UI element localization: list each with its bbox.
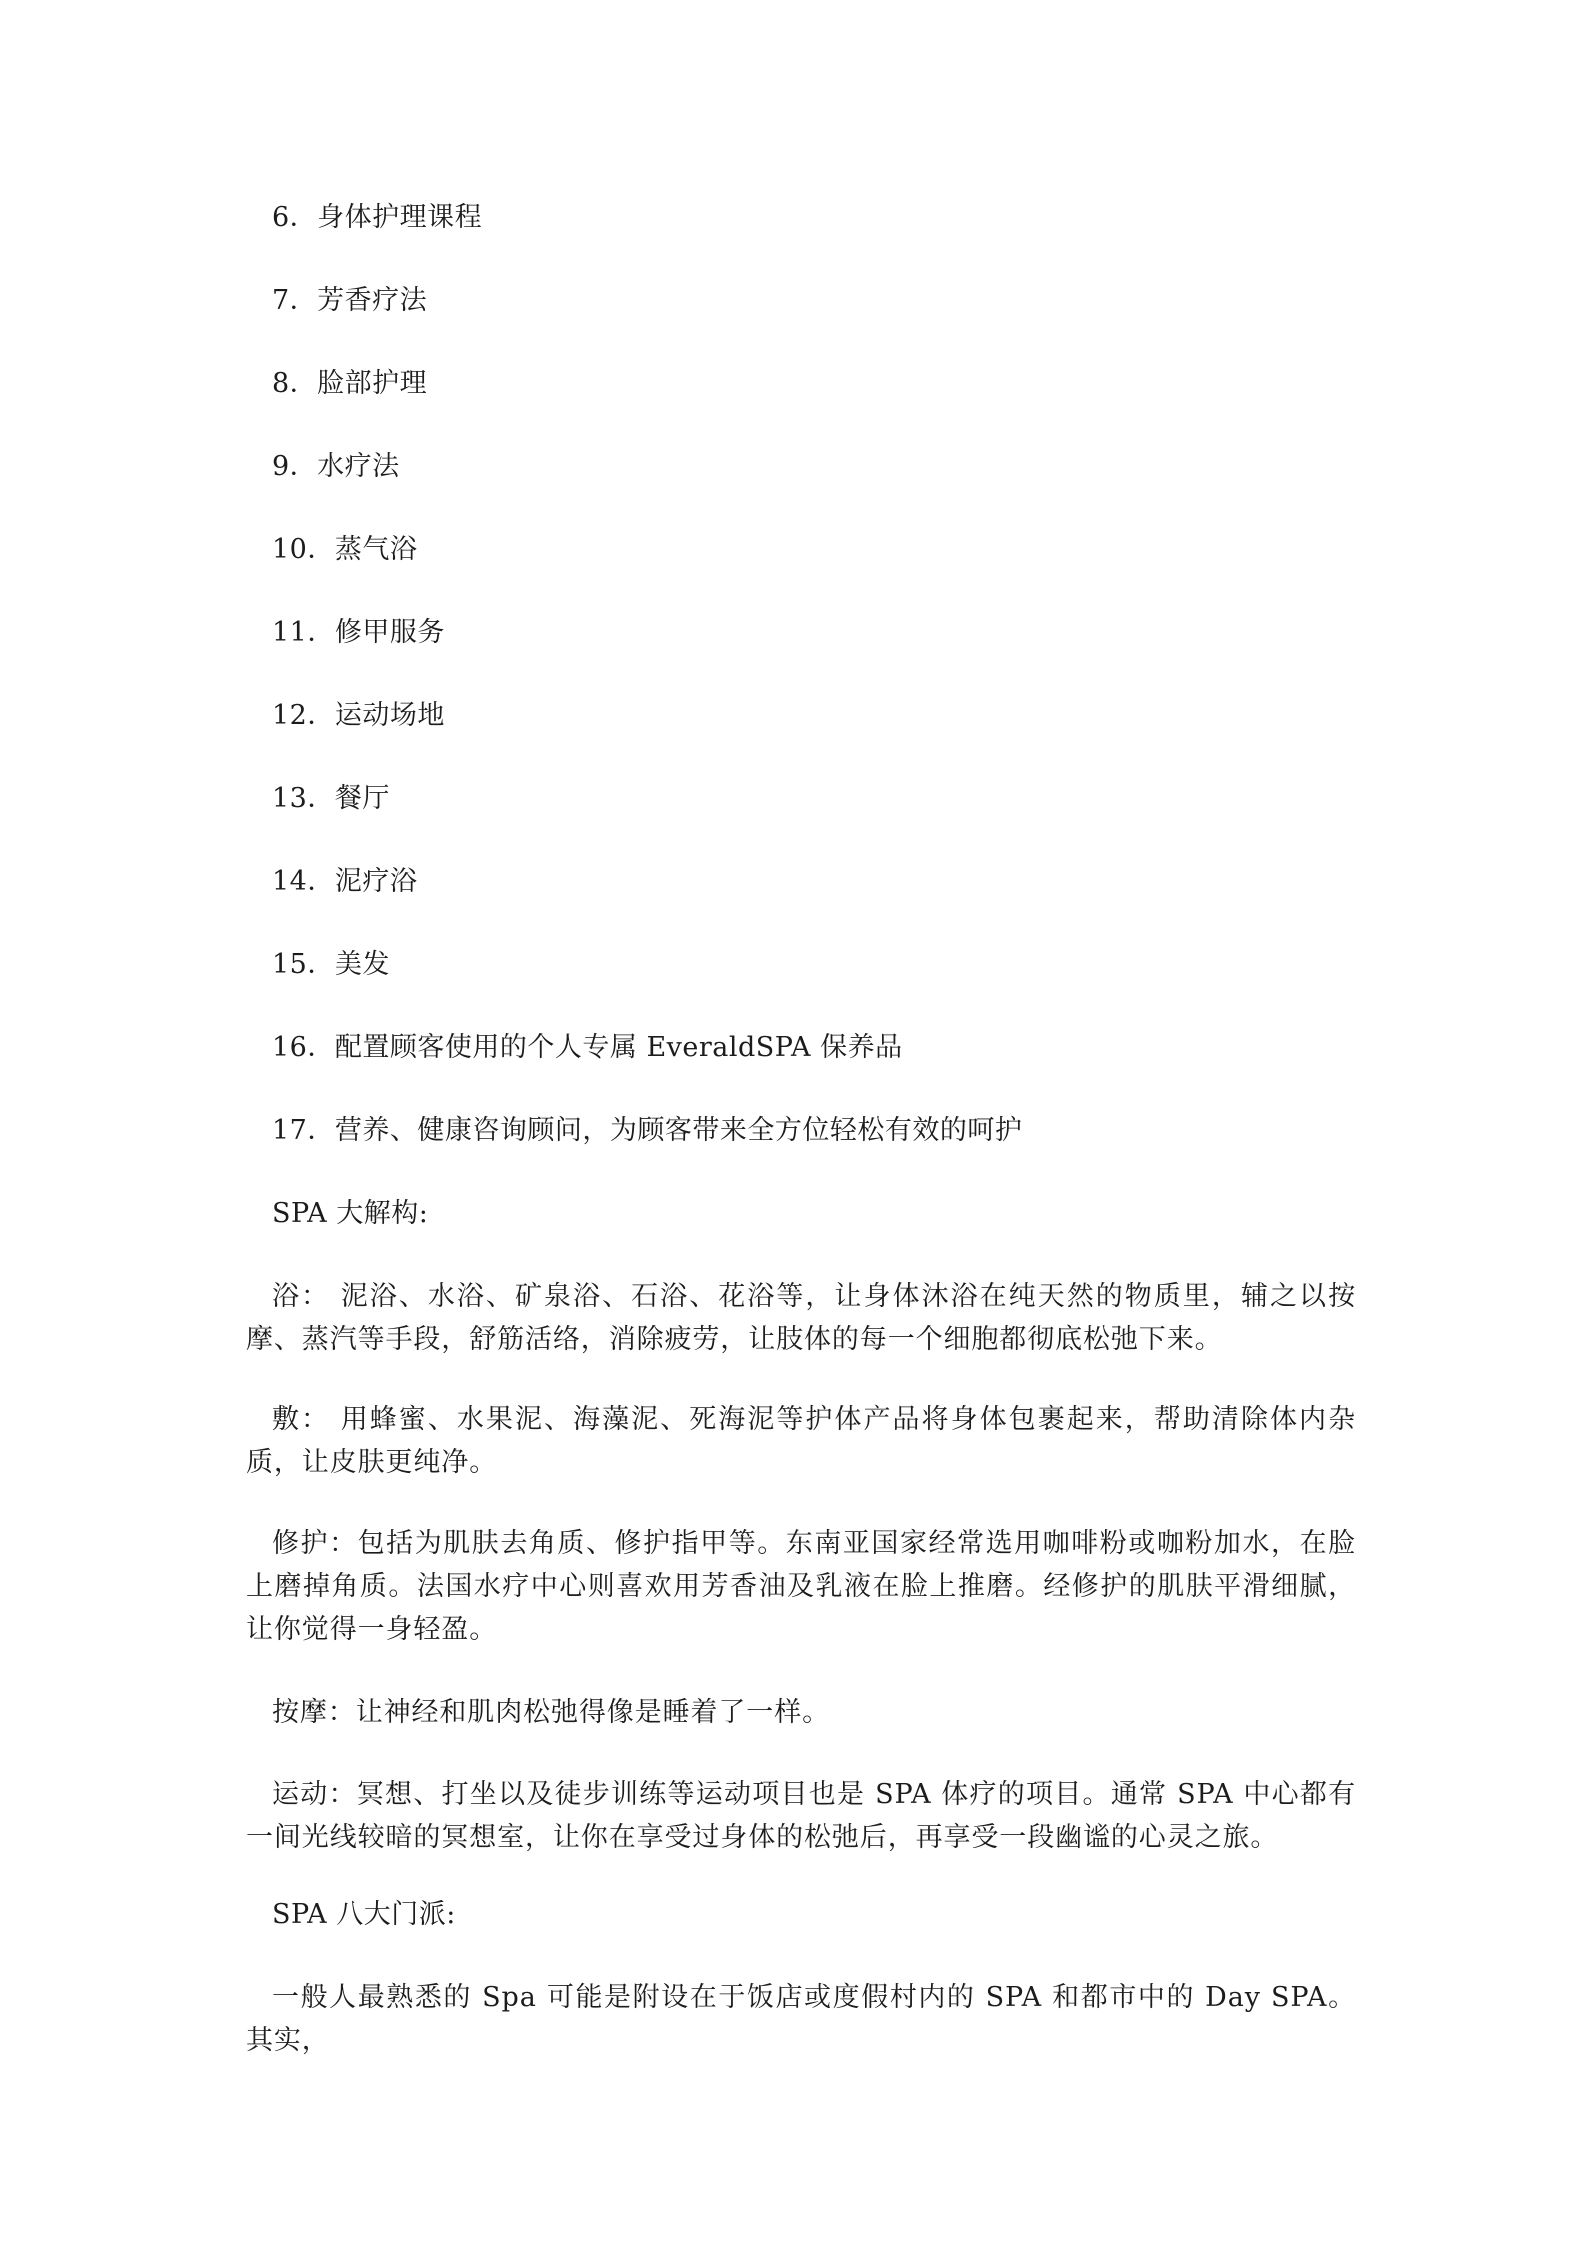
paragraph-wrap: 敷： 用蜂蜜、水果泥、海藻泥、死海泥等护体产品将身体包裹起来，帮助清除体内杂质，让皮肤更纯净。 — [246, 1404, 1356, 1478]
paragraph-intro-schools: 一般人最熟悉的 Spa 可能是附设在于饭店或度假村内的 SPA 和都市中的 Day SPA。其实， — [246, 1982, 1356, 2056]
paragraph-repair: 修护：包括为肌肤去角质、修护指甲等。东南亚国家经常选用咖啡粉或咖粉加水，在脸上磨掉角质。法国水疗中心则喜欢用芳香油及乳液在脸上推磨。经修护的肌肤平滑细腻，让你觉得一身轻盈。 — [246, 1528, 1356, 1645]
list-item: 17．营养、健康咨询顾问，为顾客带来全方位轻松有效的呵护 — [272, 1115, 1023, 1146]
list-item: 13．餐厅 — [272, 783, 390, 814]
list-item: 12．运动场地 — [272, 700, 445, 731]
section-heading-structure: SPA 大解构: — [272, 1198, 429, 1229]
list-item: 8．脸部护理 — [272, 368, 428, 399]
list-item: 11．修甲服务 — [272, 617, 445, 648]
list-item: 6．身体护理课程 — [272, 202, 483, 233]
list-item: 7．芳香疗法 — [272, 285, 428, 316]
paragraph-exercise: 运动：冥想、打坐以及徒步训练等运动项目也是 SPA 体疗的项目。通常 SPA 中心都有一间光线较暗的冥想室，让你在享受过身体的松弛后，再享受一段幽谧的心灵之旅。 — [246, 1779, 1356, 1853]
paragraph-massage: 按摩：让神经和肌肉松弛得像是睡着了一样。 — [272, 1697, 830, 1728]
list-item: 9．水疗法 — [272, 451, 400, 482]
paragraph-bath: 浴： 泥浴、水浴、矿泉浴、石浴、花浴等，让身体沐浴在纯天然的物质里，辅之以按摩、蒸汽等手段，舒筋活络，消除疲劳，让肢体的每一个细胞都彻底松弛下来。 — [246, 1281, 1356, 1355]
list-item: 14．泥疗浴 — [272, 866, 418, 897]
section-heading-schools: SPA 八大门派: — [272, 1899, 456, 1930]
list-item: 16．配置顾客使用的个人专属 EveraldSPA 保养品 — [272, 1032, 903, 1063]
list-item: 15．美发 — [272, 949, 390, 980]
list-item: 10．蒸气浴 — [272, 534, 418, 565]
